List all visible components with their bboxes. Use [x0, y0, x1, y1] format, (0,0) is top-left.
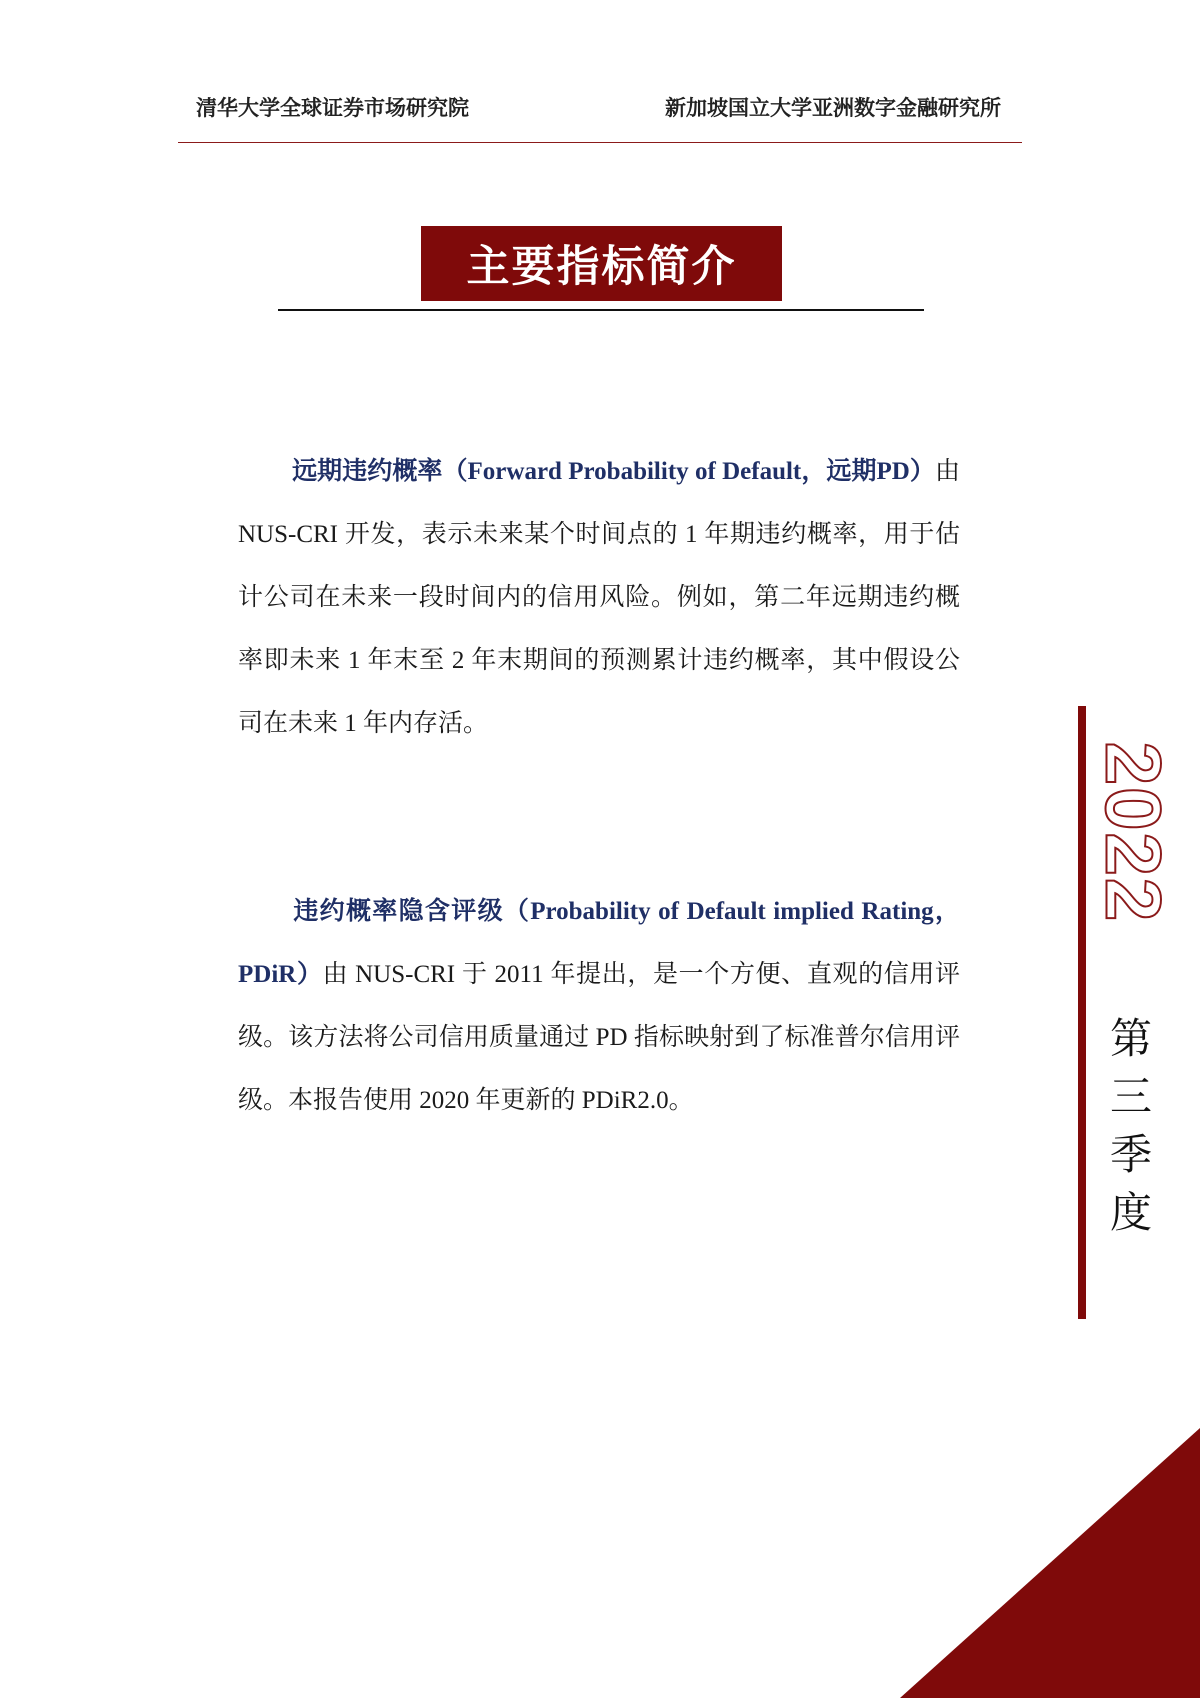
season-char: 第 [1109, 1014, 1152, 1063]
title-underline [278, 309, 924, 311]
season-char: 度 [1109, 1188, 1152, 1237]
paragraph-body: 由 NUS-CRI 开发，表示未来某个时间点的 1 年期违约概率，用于估计公司在未来一段时间内的信用风险。例如，第二年远期违约概率即未来 1 年末至 2 年末期间的预测累计违约概率，其中假设公司在未来 1 年内存活。 [238, 458, 960, 737]
season-char: 季 [1109, 1130, 1152, 1179]
term-forward-pd: 远期违约概率（Forward Probability of Default，远期PD） [292, 458, 935, 485]
paragraph-body: 由 NUS-CRI 于 2011 年提出，是一个方便、直观的信用评级。该方法将公司信用质量通过 PD 指标映射到了标准普尔信用评级。本报告使用 2020 年更新的 PDiR2.0。 [238, 961, 960, 1114]
paragraph-pdir [238, 880, 960, 1132]
term-pdir: 违约概率隐含评级（Probability of Default implied Rating，PDiR） [238, 898, 960, 988]
page-header [178, 92, 1022, 128]
header-divider [178, 142, 1022, 143]
header-right-institution: 新加坡国立大学亚洲数字金融研究所 [665, 96, 1001, 120]
section-title-banner [421, 226, 782, 301]
paragraph-forward-pd [238, 440, 960, 755]
header-left-institution: 清华大学全球证券市场研究院 [196, 96, 469, 120]
season-char: 三 [1109, 1072, 1152, 1121]
corner-triangle [900, 1428, 1200, 1698]
side-year [1090, 722, 1176, 942]
section-title: 主要指标简介 [466, 242, 737, 292]
year-text: 2022 [1089, 741, 1178, 923]
side-season [1100, 1010, 1162, 1242]
corner-triangle-decoration [900, 1428, 1200, 1698]
side-accent-bar [1078, 706, 1086, 1319]
